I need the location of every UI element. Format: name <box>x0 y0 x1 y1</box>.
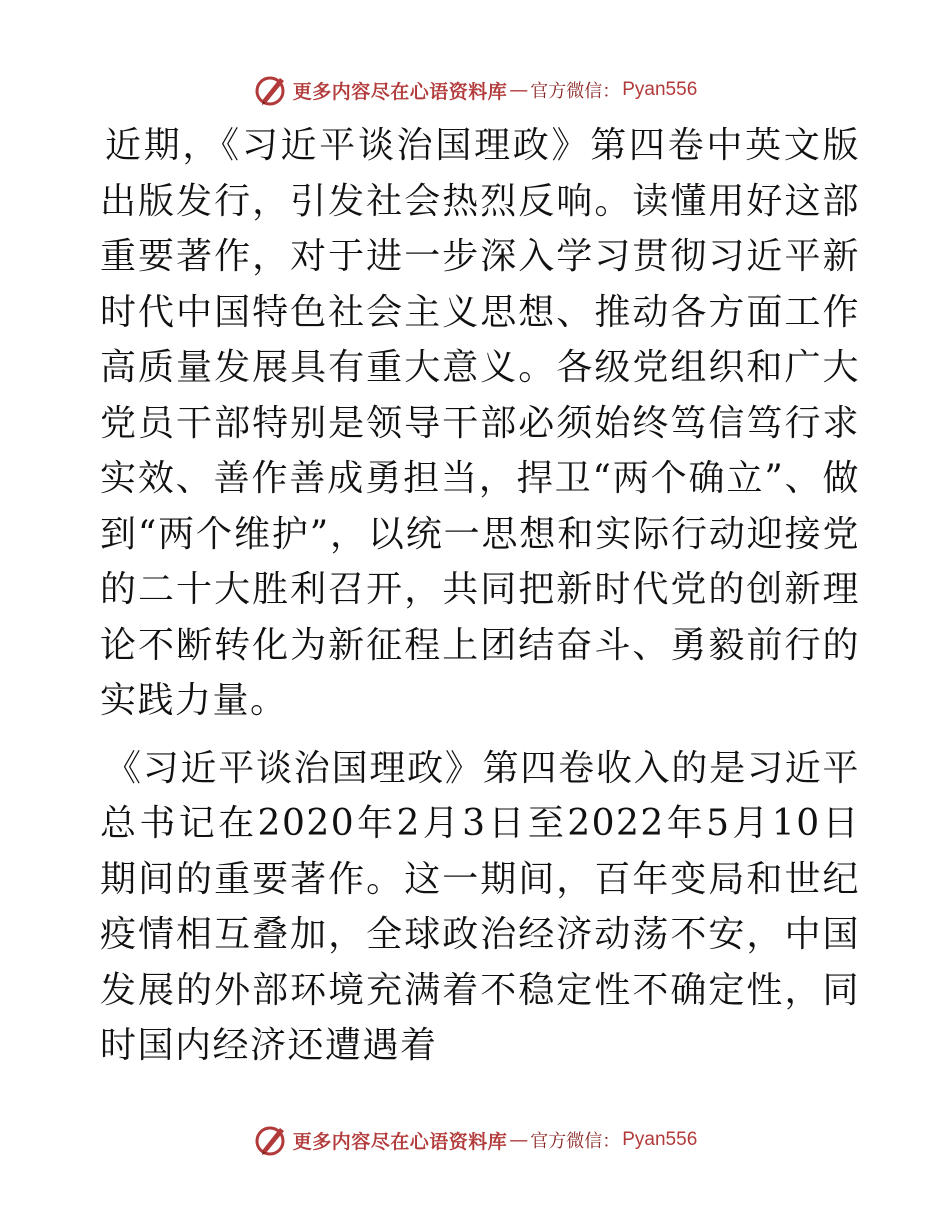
wechat-id: Pyan556 <box>622 79 698 100</box>
wechat-label: 官方微信： <box>530 81 621 102</box>
banner-separator: — <box>509 79 529 101</box>
paragraph-2: 《习近平谈治国理政》第四卷收入的是习近平总书记在2020年2月3日至2022年5月10日期间的重要著作。这一期间，百年变局和世纪疫情相互叠加，全球政治经济动荡不安，中国发展的外部环境充满着不稳定性不确定性，同时国内经济还遭遇着 <box>100 747 860 1066</box>
site-name: 更多内容尽在心语资料库 <box>292 1130 508 1153</box>
paragraph-1: 近期，《习近平谈治国理政》第四卷中英文版出版发行，引发社会热烈反响。读懂用好这部重要著作，对于进一步深入学习贯彻习近平新时代中国特色社会主义思想、推动各方面工作高质量发展具有重大意义。各级党组织和广大党员干部特别是领导干部必须始终笃信笃行求实效、善作善成勇担当，捍卫“两个确立”、做到“两个维护”，以统一思想和实际行动迎接党的二十大胜利召开，共同把新时代党的创新理论不断转化为新征程上团结奋斗、勇毅前行的实践力量。 <box>100 125 860 721</box>
quill-pen-icon <box>253 72 289 108</box>
site-name: 更多内容尽在心语资料库 <box>292 80 508 103</box>
header-banner <box>0 70 950 110</box>
wechat-label: 官方微信： <box>530 1131 621 1152</box>
wechat-id: Pyan556 <box>622 1129 698 1150</box>
banner-separator: — <box>509 1129 529 1151</box>
footer-banner <box>0 1120 950 1160</box>
quill-pen-icon <box>253 1122 289 1158</box>
document-body <box>100 118 860 1074</box>
